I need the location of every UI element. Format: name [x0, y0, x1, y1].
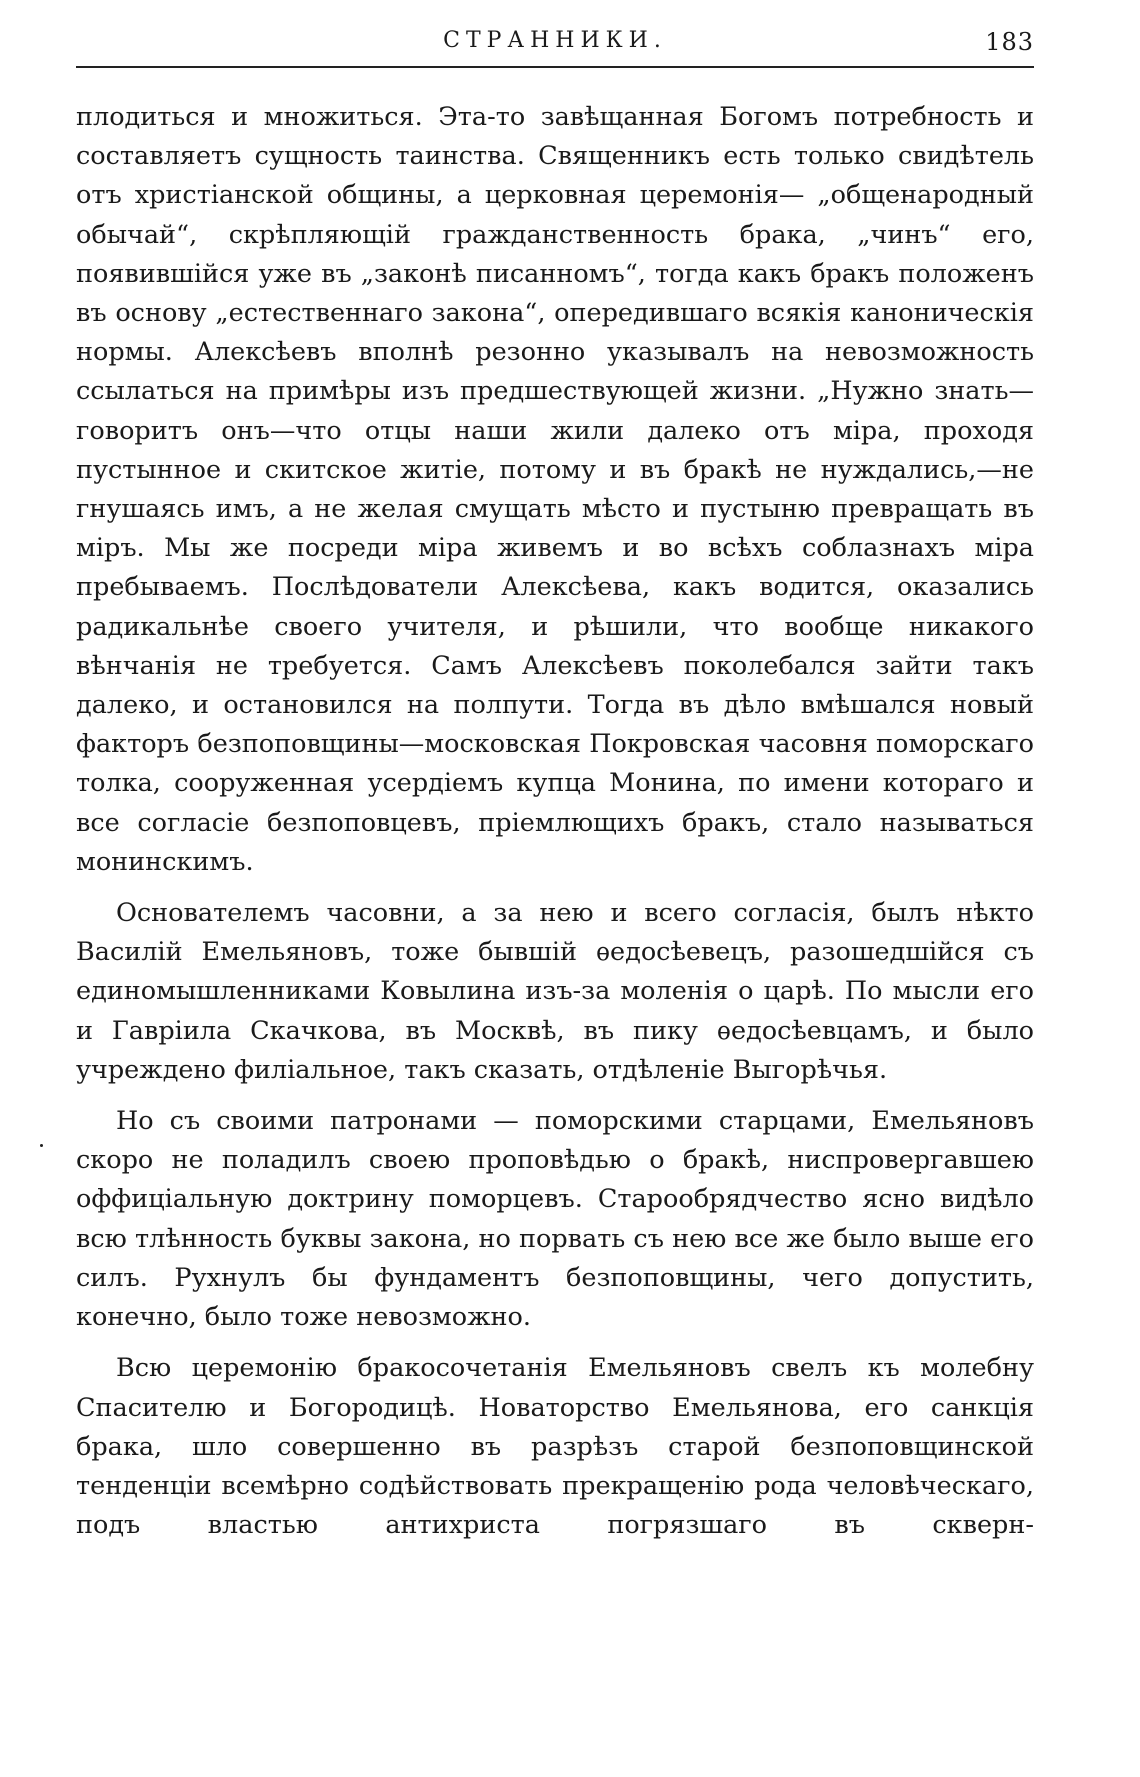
page-number: 183 — [985, 28, 1034, 56]
running-header — [76, 22, 1034, 62]
header-rule — [76, 66, 1034, 68]
paragraph-1: плодиться и множиться. Эта-то завѣщанная Богомъ потребность и составляетъ сущность таинства. Священникъ есть только свидѣтель отъ христіанской общины, а церковная церемонія— „общенародный обычай“, скрѣпляющій гражданственность брака, „чинъ“ его, появившійся уже въ „законѣ писанномъ“, тогда какъ бракъ положенъ въ основу „естественнаго закона“, опередившаго всякія каноническія нормы. Алексѣевъ вполнѣ резонно указывалъ на невозможность ссылаться на примѣры изъ предшествующей жизни. „Нужно знать—говоритъ онъ—что отцы наши жили далеко отъ міра, проходя пустынное и скитское житіе, потому и въ бракѣ не нуждались,—не гнушаясь имъ, а не желая смущать мѣсто и пустыню превращать въ міръ. Мы же посреди міра живемъ и во всѣхъ соблазнахъ міра пребываемъ. Послѣдователи Алексѣева, какъ водится, оказались радикальнѣе своего учителя, и рѣшили, что вообще никакого вѣнчанія не требуется. Самъ Алексѣевъ поколебался зайти такъ далеко, и остановился на полпути. Тогда въ дѣло вмѣшался новый факторъ безпоповщины—московская Покровская часовня поморскаго толка, сооруженная усердіемъ купца Монина, по имени котораго и все согласіе безпоповцевъ, пріемлющихъ бракъ, стало называться монинскимъ. — [76, 102, 1034, 877]
text-body — [76, 98, 1034, 1545]
paragraph-3: Но съ своими патронами — поморскими старцами, Емельяновъ скоро не поладилъ своею проповѣдью о бракѣ, ниспровергавшею оффиціальную доктрину поморцевъ. Старообрядчество ясно видѣло всю тлѣнность буквы закона, но порвать съ нею все же было выше его силъ. Рухнулъ бы фундаментъ безпоповщины, чего допустить, конечно, было тоже невозможно. — [76, 1106, 1034, 1333]
running-title: СТРАННИКИ. — [443, 28, 667, 53]
paragraph-2: Основателемъ часовни, а за нею и всего согласія, былъ нѣкто Василій Емельяновъ, тоже бывшій ѳедосѣевецъ, разошедшійся съ единомышленниками Ковылина изъ-за моленія о царѣ. По мысли его и Гавріила Скачкова, въ Москвѣ, въ пику ѳедосѣевцамъ, и было учреждено филіальное, такъ сказать, отдѣленіе Выгорѣчья. — [76, 898, 1034, 1085]
margin-dot — [40, 1144, 43, 1147]
book-page — [76, 22, 1034, 1557]
paragraph-4: Всю церемонію бракосочетанія Емельяновъ свелъ къ молебну Спасителю и Богородицѣ. Новаторство Емельянова, его санкція брака, шло совершенно въ разрѣзъ старой безпоповщинской тенденціи всемѣрно содѣйствовать прекращенію рода человѣческаго, подъ властью антихриста погрязшаго въ скверн- — [76, 1353, 1034, 1541]
